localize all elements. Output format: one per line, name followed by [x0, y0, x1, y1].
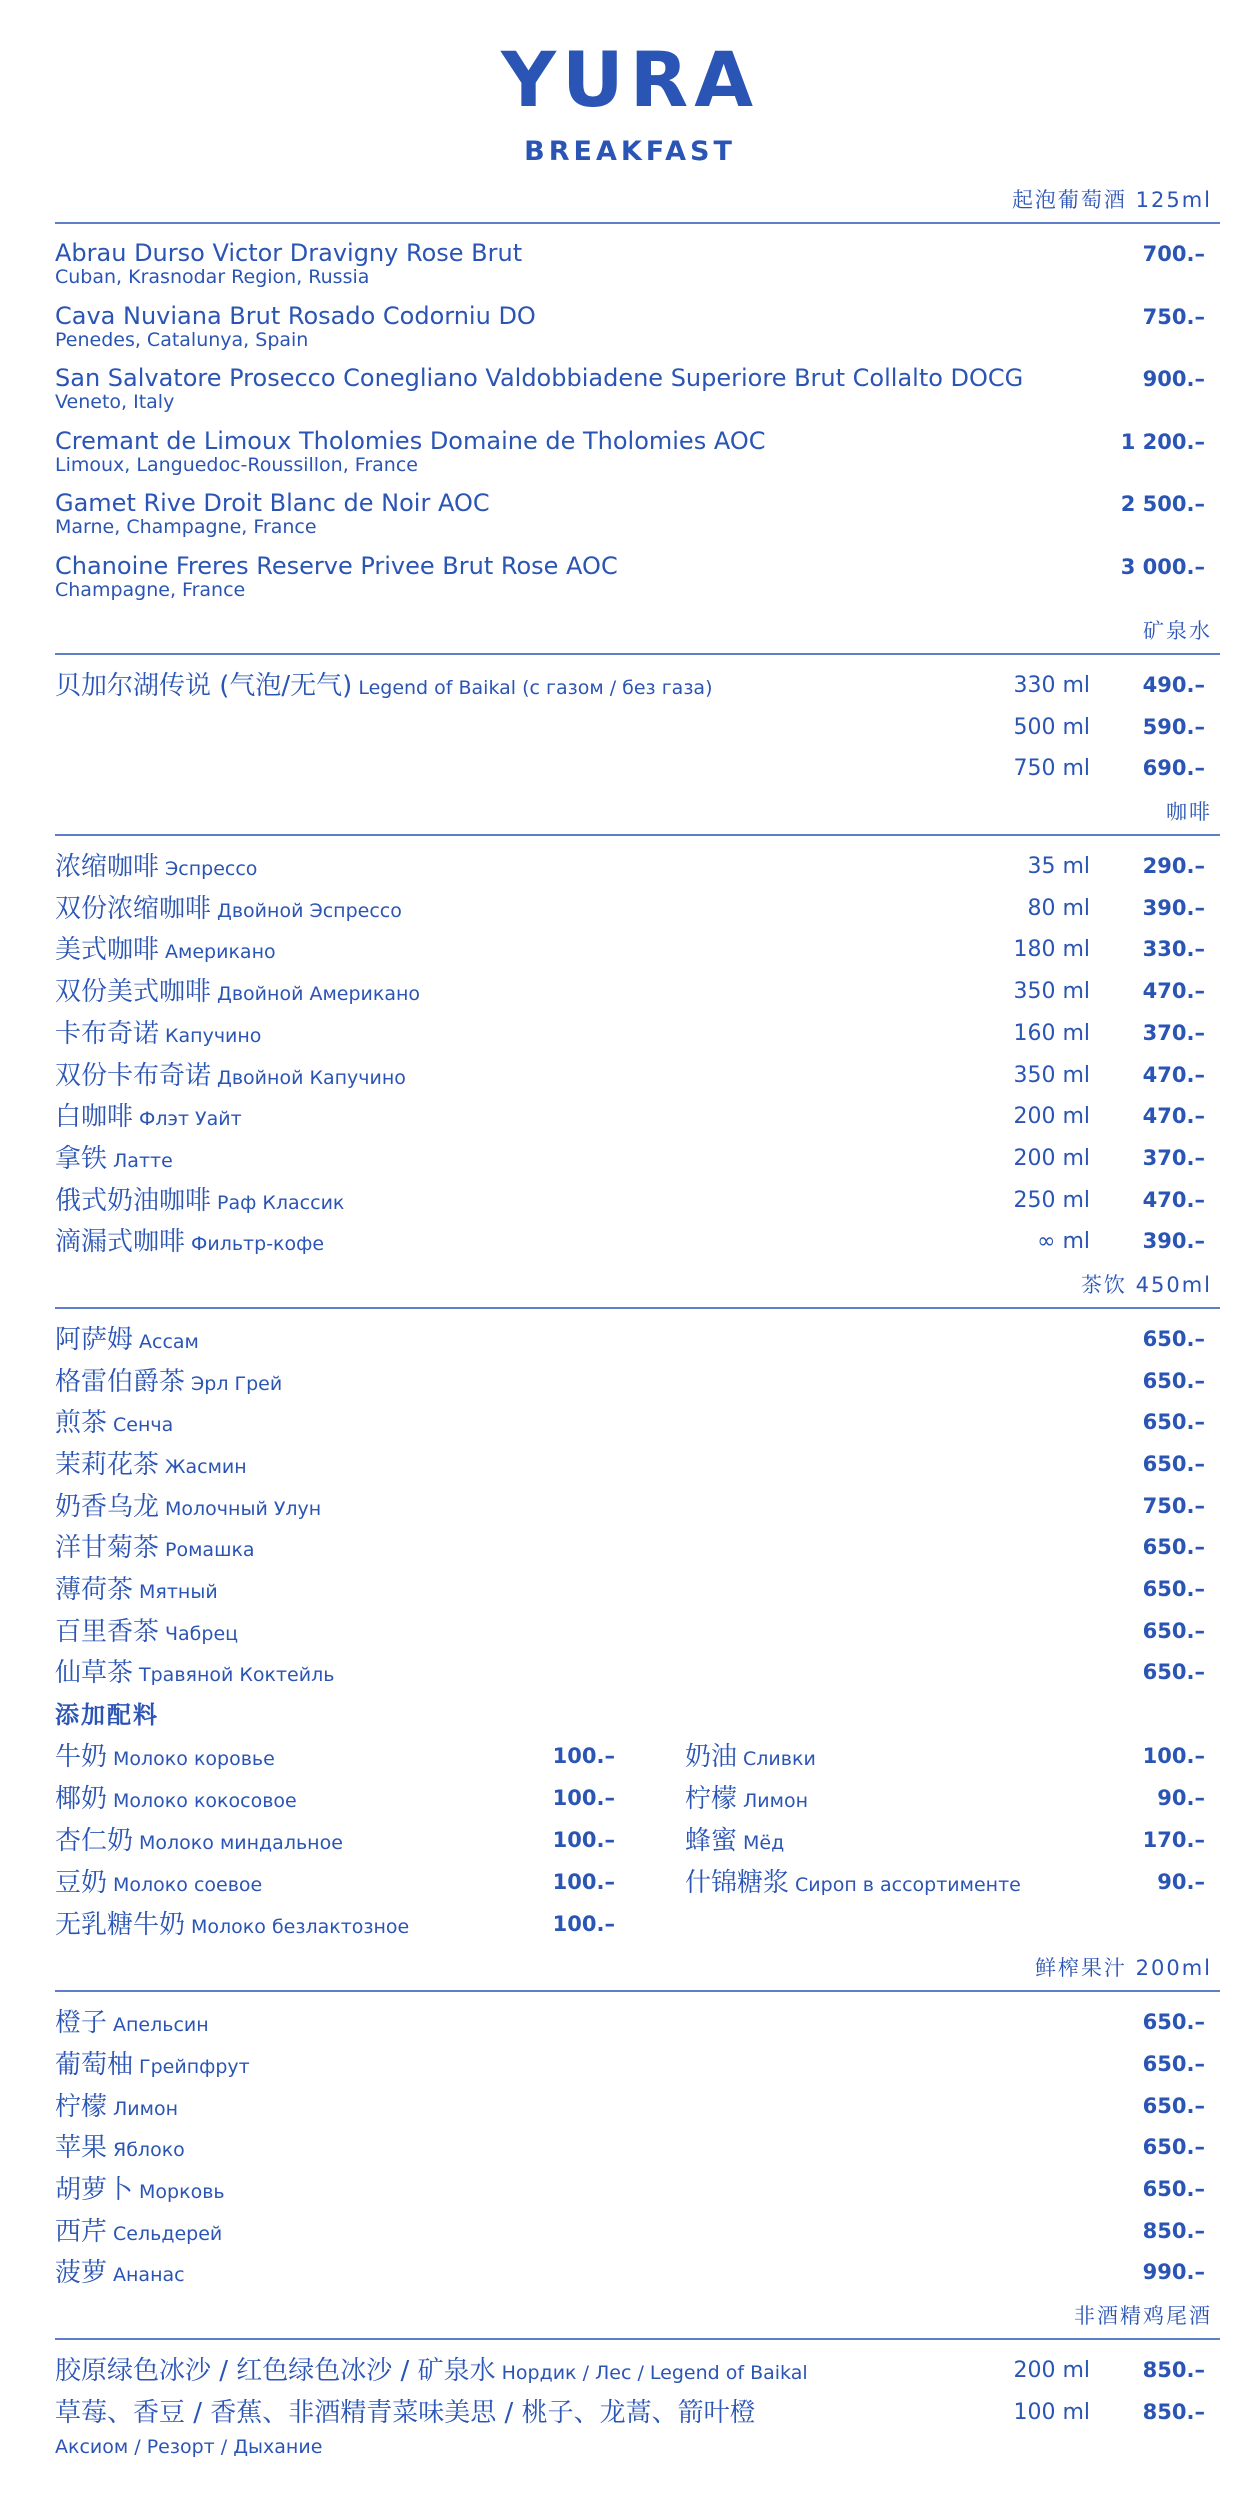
- addon-price: 90.–: [1157, 1870, 1205, 1895]
- item-name-zh: 阿萨姆: [55, 1324, 134, 1355]
- water-size-row: [55, 707, 1220, 749]
- item-name: [55, 1407, 173, 1442]
- item-name-zh: 橙子: [55, 2008, 108, 2039]
- addon-name: [685, 1867, 1021, 1902]
- item-price: 370.–: [1142, 1020, 1205, 1045]
- section-heading-juice: 鲜榨果汁 200ml: [1034, 1956, 1212, 1981]
- item-name-zh: 双份卡布奇诺: [55, 1060, 212, 1091]
- item-volume: 200 ml: [1013, 1145, 1090, 1171]
- section-divider: [55, 834, 1220, 836]
- item-price: 650.–: [1142, 1577, 1205, 1602]
- addon-price: 100.–: [552, 1912, 615, 1937]
- addons-title: 添加配料: [55, 1701, 159, 1730]
- item-name-ru: Яблоко: [113, 2139, 185, 2162]
- item-volume: 80 ml: [1027, 895, 1090, 921]
- section-heading-sparkling: 起泡葡萄酒 125ml: [1011, 188, 1212, 212]
- item-volume: 200 ml: [1013, 1104, 1090, 1130]
- item-name: [55, 2174, 225, 2209]
- item-name-zh: 苹果: [55, 2133, 108, 2164]
- addon-name-ru: Молоко кокосовое: [113, 1790, 297, 1813]
- juice-item: [55, 2211, 1220, 2253]
- item-price: 990.–: [1142, 2260, 1205, 2285]
- wine-item: [55, 422, 1220, 485]
- item-name-ru: Нордик / Лес / Legend of Baikal: [501, 2361, 808, 2384]
- item-price: 850.–: [1142, 2218, 1205, 2243]
- wine-price: 3 000.–: [1120, 554, 1205, 579]
- item-name-zh: 葡萄柚: [55, 2049, 134, 2080]
- addon-name-zh: 柠檬: [685, 1784, 738, 1815]
- mocktail-list: [55, 2350, 1220, 2460]
- addon-price: 100.–: [552, 1744, 615, 1769]
- wine-region: Veneto, Italy: [55, 391, 175, 413]
- coffee-item: [55, 929, 1220, 971]
- item-name-ru: Ассам: [139, 1330, 199, 1353]
- section-heading-coffee: 咖啡: [1166, 800, 1212, 825]
- item-price: 750.–: [1142, 1493, 1205, 1518]
- item-volume: 35 ml: [1027, 854, 1090, 880]
- addon-item: [55, 1820, 615, 1862]
- item-name-ru: Legend of Baikal (с газом / без газа): [358, 677, 713, 699]
- tea-item: [55, 1569, 1220, 1611]
- item-name: [55, 2397, 756, 2432]
- item-name: [55, 2091, 178, 2126]
- mocktail-item: [55, 2350, 1220, 2392]
- coffee-item: [55, 1013, 1220, 1055]
- item-name-ru: Ромашка: [165, 1539, 255, 1562]
- item-name-ru: Жасмин: [165, 1456, 247, 1478]
- item-name-ru: Лимон: [113, 2097, 179, 2120]
- item-name-ru: Фильтр-кофе: [191, 1233, 325, 1256]
- wine-region: Champagne, France: [55, 578, 246, 601]
- addon-name-ru: Молоко безлактозное: [191, 1916, 410, 1939]
- item-name: [55, 670, 712, 705]
- item-name: [55, 2049, 250, 2084]
- coffee-item: [55, 888, 1220, 930]
- addon-name: [55, 1783, 297, 1818]
- addon-name-zh: 什锦糖浆: [685, 1868, 790, 1899]
- addon-name: [685, 1741, 816, 1776]
- tea-item: [55, 1486, 1220, 1528]
- tea-list: [55, 1319, 1220, 1694]
- addon-name-ru: Сливки: [743, 1748, 816, 1771]
- wine-price: 2 500.–: [1120, 492, 1205, 516]
- wine-region: Limoux, Languedoc-Roussillon, France: [55, 453, 418, 476]
- item-name-ru: Двойной Капучино: [217, 1066, 406, 1089]
- addon-name-zh: 牛奶: [55, 1742, 108, 1773]
- menu-body: [55, 178, 1220, 2460]
- addon-price: 100.–: [552, 1870, 615, 1895]
- item-volume: 180 ml: [1013, 937, 1090, 963]
- section-divider: [55, 2338, 1220, 2340]
- wine-region: Penedes, Catalunya, Spain: [55, 328, 309, 351]
- menu-header: [0, 35, 1260, 167]
- item-name-ru: Апельсин: [113, 2014, 209, 2037]
- item-price: 650.–: [1142, 2051, 1205, 2076]
- tea-item: [55, 1319, 1220, 1361]
- coffee-item: [55, 1096, 1220, 1138]
- wine-price: 900.–: [1142, 367, 1205, 391]
- item-volume: 500 ml: [1013, 714, 1090, 740]
- item-name: [55, 2257, 185, 2292]
- juice-item: [55, 2127, 1220, 2169]
- item-name: [55, 1574, 218, 1609]
- section-heading-mocktails: 非酒精鸡尾酒: [1074, 2303, 1212, 2328]
- item-volume: 330 ml: [1013, 673, 1090, 698]
- item-volume: 350 ml: [1013, 979, 1090, 1005]
- item-name-zh: 胡萝卜: [55, 2174, 134, 2205]
- item-name: [55, 1491, 321, 1526]
- addon-name-zh: 奶油: [685, 1742, 738, 1773]
- item-name: [55, 1060, 406, 1095]
- juice-item: [55, 2086, 1220, 2128]
- mocktail-item: [55, 2392, 1220, 2434]
- addon-name-zh: 蜂蜜: [685, 1826, 738, 1857]
- addon-price: 170.–: [1142, 1828, 1205, 1853]
- item-price: 370.–: [1142, 1145, 1205, 1170]
- item-price: 470.–: [1142, 1104, 1205, 1129]
- item-name-ru: Молочный Улун: [165, 1497, 322, 1520]
- item-name-ru: Латте: [113, 1149, 173, 1172]
- item-name-ru: Двойной Американо: [217, 983, 421, 1006]
- item-volume: 750 ml: [1013, 756, 1090, 782]
- tea-item: [55, 1652, 1220, 1694]
- addon-name-zh: 无乳糖牛奶: [55, 1910, 186, 1941]
- item-price: 650.–: [1142, 1618, 1205, 1643]
- menu-subtitle: BREAKFAST: [524, 136, 736, 167]
- section-divider: [55, 1990, 1220, 1992]
- item-name-zh: 薄荷茶: [55, 1575, 134, 1606]
- item-name-zh: 滴漏式咖啡: [55, 1227, 186, 1258]
- item-name-ru: Чабрец: [165, 1622, 239, 1645]
- juice-item: [55, 2252, 1220, 2294]
- addon-name-zh: 杏仁奶: [55, 1826, 134, 1857]
- item-price: 650.–: [1142, 1326, 1205, 1351]
- wine-name: Gamet Rive Droit Blanc de Noir AOC: [55, 489, 490, 517]
- addon-price: 100.–: [1142, 1744, 1205, 1769]
- item-name-zh: 柠檬: [55, 2091, 108, 2122]
- juice-list: [55, 2002, 1220, 2294]
- addon-name: [55, 1825, 343, 1860]
- item-price: 850.–: [1142, 2357, 1205, 2382]
- item-name-ru: Мятный: [139, 1581, 218, 1604]
- addon-name-ru: Молоко соевое: [113, 1874, 263, 1897]
- wine-item: [55, 547, 1220, 610]
- juice-item: [55, 2169, 1220, 2211]
- wine-region: Cuban, Krasnodar Region, Russia: [55, 266, 370, 288]
- addon-name-zh: 椰奶: [55, 1784, 108, 1815]
- item-name-zh: 煎茶: [55, 1408, 108, 1439]
- item-volume: 100 ml: [1013, 2399, 1090, 2425]
- addon-name: [55, 1867, 262, 1902]
- item-price: 390.–: [1142, 1229, 1205, 1254]
- item-name: [55, 1185, 344, 1220]
- item-name-zh: 胶原绿色冰沙 / 红色绿色冰沙 / 矿泉水: [55, 2355, 496, 2386]
- item-name-zh: 茉莉花茶: [55, 1450, 160, 1480]
- wine-name: Chanoine Freres Reserve Privee Brut Rose AOC: [55, 551, 618, 580]
- item-name: [55, 1324, 199, 1359]
- item-price: 470.–: [1142, 1187, 1205, 1212]
- coffee-item: [55, 1180, 1220, 1222]
- wine-price: 750.–: [1142, 304, 1205, 329]
- sparkling-list: [55, 234, 1220, 609]
- item-name-zh: 浓缩咖啡: [55, 852, 160, 883]
- item-price: 650.–: [1142, 1410, 1205, 1435]
- item-name: [55, 934, 276, 969]
- item-price: 690.–: [1142, 756, 1205, 781]
- item-name: [55, 2132, 185, 2167]
- item-name-zh: 草莓、香豆 / 香蕉、非酒精青菜味美思 / 桃子、龙蒿、箭叶橙: [55, 2397, 756, 2428]
- item-price: 650.–: [1142, 2010, 1205, 2035]
- item-price: 650.–: [1142, 2176, 1205, 2201]
- addon-name: [55, 1741, 275, 1776]
- item-price: 390.–: [1142, 895, 1205, 920]
- addon-price: 100.–: [552, 1786, 615, 1811]
- item-price: 290.–: [1142, 854, 1205, 879]
- item-name-ru: Морковь: [139, 2180, 225, 2203]
- item-volume: 160 ml: [1013, 1020, 1090, 1046]
- coffee-item: [55, 1221, 1220, 1263]
- item-name: [55, 1616, 238, 1651]
- item-name-zh: 俄式奶油咖啡: [55, 1185, 212, 1216]
- wine-price: 700.–: [1142, 242, 1205, 266]
- addon-item: [685, 1820, 1205, 1862]
- item-name-ru: Ананас: [113, 2264, 185, 2287]
- addon-name-ru: Молоко коровье: [113, 1748, 275, 1771]
- item-name: [55, 851, 257, 886]
- item-price: 650.–: [1142, 1368, 1205, 1393]
- item-name-zh: 西芹: [55, 2216, 108, 2247]
- addon-price: 100.–: [552, 1828, 615, 1853]
- addon-name-zh: 豆奶: [55, 1868, 108, 1899]
- item-name-zh: 洋甘菊茶: [55, 1533, 160, 1564]
- section-divider: [55, 222, 1220, 224]
- wine-item: [55, 484, 1220, 547]
- item-name: [55, 1143, 173, 1178]
- wine-item: [55, 297, 1220, 360]
- item-volume: ∞ ml: [1037, 1229, 1090, 1255]
- section-divider: [55, 1307, 1220, 1309]
- item-name: [55, 2007, 209, 2042]
- wine-region: Marne, Champagne, France: [55, 516, 317, 538]
- addon-name-ru: Молоко миндальное: [139, 1832, 343, 1855]
- item-name-ru: Американо: [165, 941, 276, 964]
- item-price: 850.–: [1142, 2399, 1205, 2424]
- addon-name-ru: Сироп в ассортименте: [795, 1874, 1021, 1897]
- item-price: 490.–: [1142, 673, 1205, 697]
- item-name-zh: 奶香乌龙: [55, 1491, 160, 1522]
- wine-item: [55, 359, 1220, 422]
- item-name: [55, 1657, 334, 1692]
- item-name-zh: 贝加尔湖传说 (气泡/无气): [55, 671, 353, 701]
- item-name-ru: Сельдерей: [113, 2222, 223, 2245]
- addon-name-ru: Мёд: [743, 1832, 785, 1855]
- addon-item: [55, 1862, 615, 1904]
- item-name-zh: 格雷伯爵茶: [55, 1366, 186, 1397]
- water-size-row: [55, 748, 1220, 790]
- item-name: [55, 893, 402, 928]
- item-name-ru: Эрл Грей: [191, 1372, 283, 1395]
- item-name-ru: Раф Классик: [217, 1191, 345, 1214]
- item-name: [55, 1449, 247, 1484]
- coffee-item: [55, 1055, 1220, 1097]
- item-volume: 250 ml: [1013, 1187, 1090, 1213]
- item-name: [55, 2355, 808, 2390]
- item-name: [55, 1532, 255, 1567]
- water-list: [55, 665, 1220, 790]
- tea-item: [55, 1611, 1220, 1653]
- addon-item: [55, 1904, 615, 1946]
- coffee-item: [55, 971, 1220, 1013]
- wine-name: Abrau Durso Victor Dravigny Rose Brut: [55, 239, 523, 267]
- mocktail-subline: Аксиом / Резорт / Дыхание: [55, 2435, 323, 2458]
- restaurant-name: YURA: [500, 35, 760, 124]
- item-name-ru: Двойной Эспрессо: [217, 899, 402, 922]
- wine-name: Cremant de Limoux Tholomies Domaine de Tholomies AOC: [55, 426, 766, 455]
- wine-name: Cava Nuviana Brut Rosado Codorniu DO: [55, 301, 536, 330]
- addon-item: [685, 1778, 1205, 1820]
- item-name-zh: 双份美式咖啡: [55, 977, 212, 1008]
- coffee-list: [55, 846, 1220, 1263]
- addon-name: [685, 1825, 784, 1860]
- item-name-zh: 双份浓缩咖啡: [55, 893, 212, 924]
- item-name-ru: Флэт Уайт: [139, 1108, 242, 1131]
- item-name: [55, 1226, 324, 1261]
- item-name-zh: 菠萝: [55, 2258, 108, 2289]
- wine-name: San Salvatore Prosecco Conegliano Valdobbiadene Superiore Brut Collalto DOCG: [55, 364, 1024, 392]
- item-price: 470.–: [1142, 1062, 1205, 1087]
- item-name-zh: 美式咖啡: [55, 935, 160, 966]
- juice-item: [55, 2002, 1220, 2044]
- item-name-zh: 白咖啡: [55, 1102, 134, 1133]
- water-item: [55, 665, 1220, 707]
- item-name-zh: 百里香茶: [55, 1616, 160, 1647]
- item-name: [55, 976, 420, 1011]
- item-name: [55, 1101, 242, 1136]
- item-name: [55, 1018, 261, 1053]
- addon-price: 90.–: [1157, 1786, 1205, 1811]
- item-price: 590.–: [1142, 714, 1205, 739]
- item-price: 470.–: [1142, 979, 1205, 1004]
- item-volume: 350 ml: [1013, 1062, 1090, 1088]
- item-price: 650.–: [1142, 2135, 1205, 2160]
- addon-name: [55, 1909, 409, 1944]
- item-name-ru: Сенча: [113, 1414, 174, 1437]
- item-price: 650.–: [1142, 1452, 1205, 1476]
- item-price: 330.–: [1142, 937, 1205, 962]
- wine-price: 1 200.–: [1120, 429, 1205, 454]
- addons-grid: [55, 1736, 1220, 1946]
- section-heading-tea: 茶饮 450ml: [1080, 1272, 1212, 1297]
- item-price: 650.–: [1142, 2093, 1205, 2118]
- juice-item: [55, 2044, 1220, 2086]
- item-name: [55, 1366, 282, 1401]
- addon-item: [685, 1862, 1205, 1904]
- item-name-zh: 拿铁: [55, 1143, 108, 1174]
- coffee-item: [55, 846, 1220, 888]
- section-heading-water: 矿泉水: [1143, 619, 1212, 643]
- item-name-zh: 卡布奇诺: [55, 1018, 160, 1049]
- tea-item: [55, 1527, 1220, 1569]
- addon-item: [55, 1736, 615, 1778]
- item-name-ru: Эспрессо: [165, 858, 258, 881]
- coffee-item: [55, 1138, 1220, 1180]
- item-price: 650.–: [1142, 1535, 1205, 1560]
- addon-name: [685, 1783, 808, 1818]
- wine-item: [55, 234, 1220, 297]
- item-name: [55, 2216, 222, 2251]
- addon-item: [685, 1736, 1205, 1778]
- item-volume: 200 ml: [1013, 2357, 1090, 2383]
- tea-item: [55, 1402, 1220, 1444]
- section-divider: [55, 653, 1220, 655]
- item-name-zh: 仙草茶: [55, 1658, 134, 1689]
- addon-item: [55, 1778, 615, 1820]
- item-name-ru: Грейпфрут: [139, 2055, 250, 2078]
- item-name-ru: Капучино: [165, 1024, 262, 1047]
- tea-item: [55, 1361, 1220, 1403]
- item-name-ru: Травяной Коктейль: [139, 1664, 335, 1687]
- item-price: 650.–: [1142, 1660, 1205, 1685]
- tea-item: [55, 1444, 1220, 1486]
- addon-name-ru: Лимон: [743, 1790, 809, 1813]
